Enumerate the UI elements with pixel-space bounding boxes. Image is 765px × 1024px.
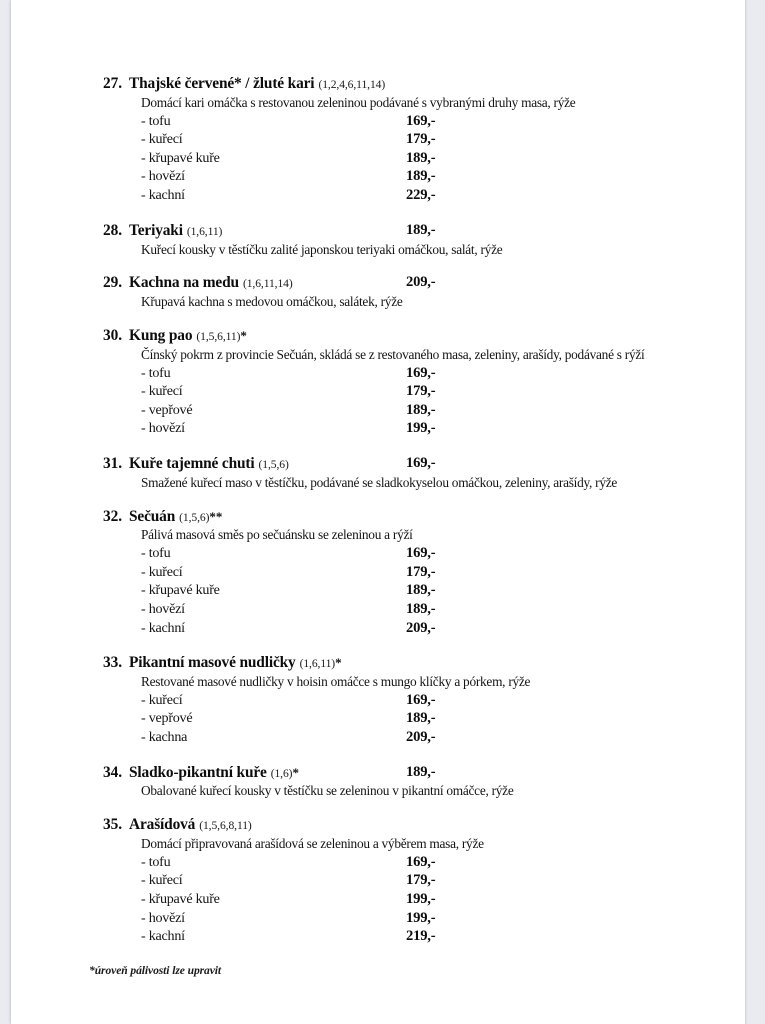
menu-item [103, 327, 683, 438]
variant-row [141, 927, 683, 946]
menu-item-description: Čínský pokrm z provincie Sečuán, skládá se z restovaného masa, zeleniny, arašídy, podávané s rýží [141, 346, 645, 362]
menu-item-allergens: (1,2,4,6,11,14) [318, 78, 386, 91]
variant-row [141, 149, 683, 168]
variant-price: 199,- [406, 891, 436, 908]
menu-item-number: 30. [103, 326, 122, 344]
menu-item-number: 34. [103, 763, 122, 781]
menu-item-price: 209,- [406, 274, 436, 291]
variant-price: 189,- [406, 582, 436, 599]
menu-item-title: Pikantní masové nudličky [129, 654, 296, 672]
menu-item-allergens: (1,6) [270, 766, 293, 780]
spice-level-marker: * [335, 655, 342, 671]
variant-name: - křupavé kuře [141, 582, 220, 599]
variant-row [141, 130, 683, 149]
variant-row [141, 890, 683, 909]
variant-row [141, 709, 683, 728]
variant-name: - hovězí [141, 168, 185, 185]
menu-item-header [103, 75, 683, 93]
variant-row [141, 112, 683, 131]
menu-item-variants [103, 112, 683, 205]
menu-item-number: 28. [103, 221, 122, 239]
menu-item-header [103, 222, 683, 240]
menu-item-price: 189,- [406, 763, 436, 780]
variant-row [141, 544, 683, 563]
variant-row [141, 364, 683, 383]
menu-item [103, 75, 683, 205]
menu-item-allergens: (1,6,11) [299, 657, 336, 671]
menu-item [103, 654, 683, 746]
menu-item-title: Sečuán [129, 507, 176, 525]
menu-item-variants [103, 691, 683, 747]
variant-name: - vepřové [141, 710, 193, 727]
variant-price: 169,- [406, 691, 436, 708]
variant-name: - kachní [141, 928, 185, 945]
menu-item-allergens: (1,6,11) [186, 224, 223, 238]
variant-name: - kachní [141, 187, 185, 204]
variant-name: - hovězí [141, 420, 185, 437]
menu-item-header [103, 508, 683, 526]
variant-name: - kuřecí [141, 691, 183, 708]
variant-row [141, 871, 683, 890]
variant-row [141, 563, 683, 582]
variant-price: 219,- [406, 928, 436, 945]
menu-item-number: 29. [103, 274, 122, 292]
menu-item-header [103, 327, 683, 345]
variant-price: 179,- [406, 383, 436, 400]
menu-item-header [103, 654, 683, 672]
variant-name: - kuřecí [141, 872, 183, 889]
variant-name: - tofu [141, 545, 171, 562]
variant-name: - kuřecí [141, 563, 183, 580]
menu-item [103, 764, 683, 800]
variant-row [141, 728, 683, 747]
menu-item-title: Arašídová [129, 816, 196, 834]
menu-item [103, 274, 683, 310]
menu-item-allergens: (1,5,6,11) [196, 329, 241, 343]
menu-item-description: Pálivá masová směs po sečuánsku se zeleninou a rýží [141, 527, 413, 543]
variant-price: 189,- [406, 401, 436, 418]
menu-item-description: Restované masové nudličky v hoisin omáčce s mungo klíčky a pórkem, rýže [141, 674, 531, 690]
variant-row [141, 401, 683, 420]
variant-name: - hovězí [141, 600, 185, 617]
menu-item-number: 27. [103, 75, 122, 92]
menu-item-description: Kuřecí kousky v těstíčku zalité japonskou teriyaki omáčkou, salát, rýže [141, 241, 503, 257]
variant-price: 189,- [406, 149, 436, 166]
menu-item-variants [103, 853, 683, 946]
variant-row [141, 581, 683, 600]
variant-name: - hovězí [141, 909, 185, 926]
variant-price: 209,- [406, 728, 436, 745]
menu-item-title: Teriyaki [129, 221, 183, 239]
variant-price: 179,- [406, 131, 436, 148]
variant-row [141, 691, 683, 710]
menu-item-title: Kung pao [129, 326, 193, 344]
variant-price: 199,- [406, 420, 436, 437]
spice-level-footnote: *úroveň pálivosti lze upravit [89, 963, 222, 977]
menu-item-number: 33. [103, 654, 122, 672]
menu-item-title: Kuře tajemné chuti [129, 454, 255, 472]
menu-item-variants [103, 544, 683, 637]
variant-price: 189,- [406, 710, 436, 727]
spice-level-marker: * [292, 764, 299, 780]
menu-page [11, 0, 745, 1024]
spice-level-marker: * [240, 327, 247, 343]
variant-row [141, 600, 683, 619]
menu-item-title: Thajské červené* / žluté kari [129, 75, 315, 92]
variant-price: 169,- [406, 545, 436, 562]
variant-price: 179,- [406, 872, 436, 889]
variant-name: - kachna [141, 728, 188, 745]
variant-row [141, 167, 683, 186]
variant-price: 169,- [406, 112, 436, 129]
variant-row [141, 419, 683, 438]
variant-row [141, 853, 683, 872]
menu-item-header [103, 274, 683, 292]
variant-price: 189,- [406, 600, 436, 617]
variant-name: - křupavé kuře [141, 891, 220, 908]
menu-item-header [103, 816, 683, 834]
variant-name: - křupavé kuře [141, 149, 220, 166]
menu-item-allergens: (1,5,6) [258, 457, 289, 471]
variant-price: 209,- [406, 619, 436, 636]
variant-row [141, 382, 683, 401]
menu-item-allergens: (1,6,11,14) [242, 277, 293, 291]
variant-row [141, 909, 683, 928]
menu-item-title: Sladko-pikantní kuře [129, 763, 267, 781]
variant-price: 169,- [406, 364, 436, 381]
menu-item-description: Domácí připravovaná arašídová se zeleninou a výběrem masa, rýže [141, 836, 484, 852]
variant-name: - tofu [141, 364, 171, 381]
variant-row [141, 619, 683, 638]
menu-item-description: Obalované kuřecí kousky v těstíčku se zeleninou v pikantní omáčce, rýže [141, 783, 514, 799]
menu-item-list [89, 75, 683, 977]
menu-item-number: 31. [103, 454, 122, 472]
menu-item-title: Kachna na medu [129, 274, 239, 292]
menu-item [103, 222, 683, 258]
menu-item-number: 32. [103, 507, 122, 525]
variant-name: - kachní [141, 619, 185, 636]
variant-name: - tofu [141, 112, 171, 129]
variant-row [141, 186, 683, 205]
menu-item [103, 455, 683, 491]
menu-item-header [103, 764, 683, 782]
variant-name: - vepřové [141, 401, 193, 418]
menu-item-allergens: (1,5,6,8,11) [199, 819, 252, 833]
variant-price: 189,- [406, 168, 436, 185]
menu-item-number: 35. [103, 816, 122, 834]
menu-item-description: Smažené kuřecí maso v těstíčku, podávané se sladkokyselou omáčkou, zeleniny, arašídy, rýže [141, 474, 618, 490]
variant-name: - kuřecí [141, 131, 183, 148]
menu-item-price: 189,- [406, 221, 436, 238]
menu-item-price: 169,- [406, 454, 436, 471]
menu-item-description: Domácí kari omáčka s restovanou zeleninou podávané s vybranými druhy masa, rýže [141, 94, 576, 110]
menu-item-header [103, 455, 683, 473]
menu-item-variants [103, 364, 683, 438]
menu-item-description: Křupavá kachna s medovou omáčkou, salátek, rýže [141, 294, 403, 310]
variant-name: - tofu [141, 853, 171, 870]
menu-item [103, 816, 683, 946]
menu-item [103, 508, 683, 638]
variant-price: 169,- [406, 853, 436, 870]
variant-name: - kuřecí [141, 383, 183, 400]
variant-price: 179,- [406, 563, 436, 580]
variant-price: 229,- [406, 187, 436, 204]
variant-price: 199,- [406, 909, 436, 926]
menu-item-allergens: (1,5,6) [179, 510, 210, 524]
spice-level-marker: ** [209, 508, 223, 524]
